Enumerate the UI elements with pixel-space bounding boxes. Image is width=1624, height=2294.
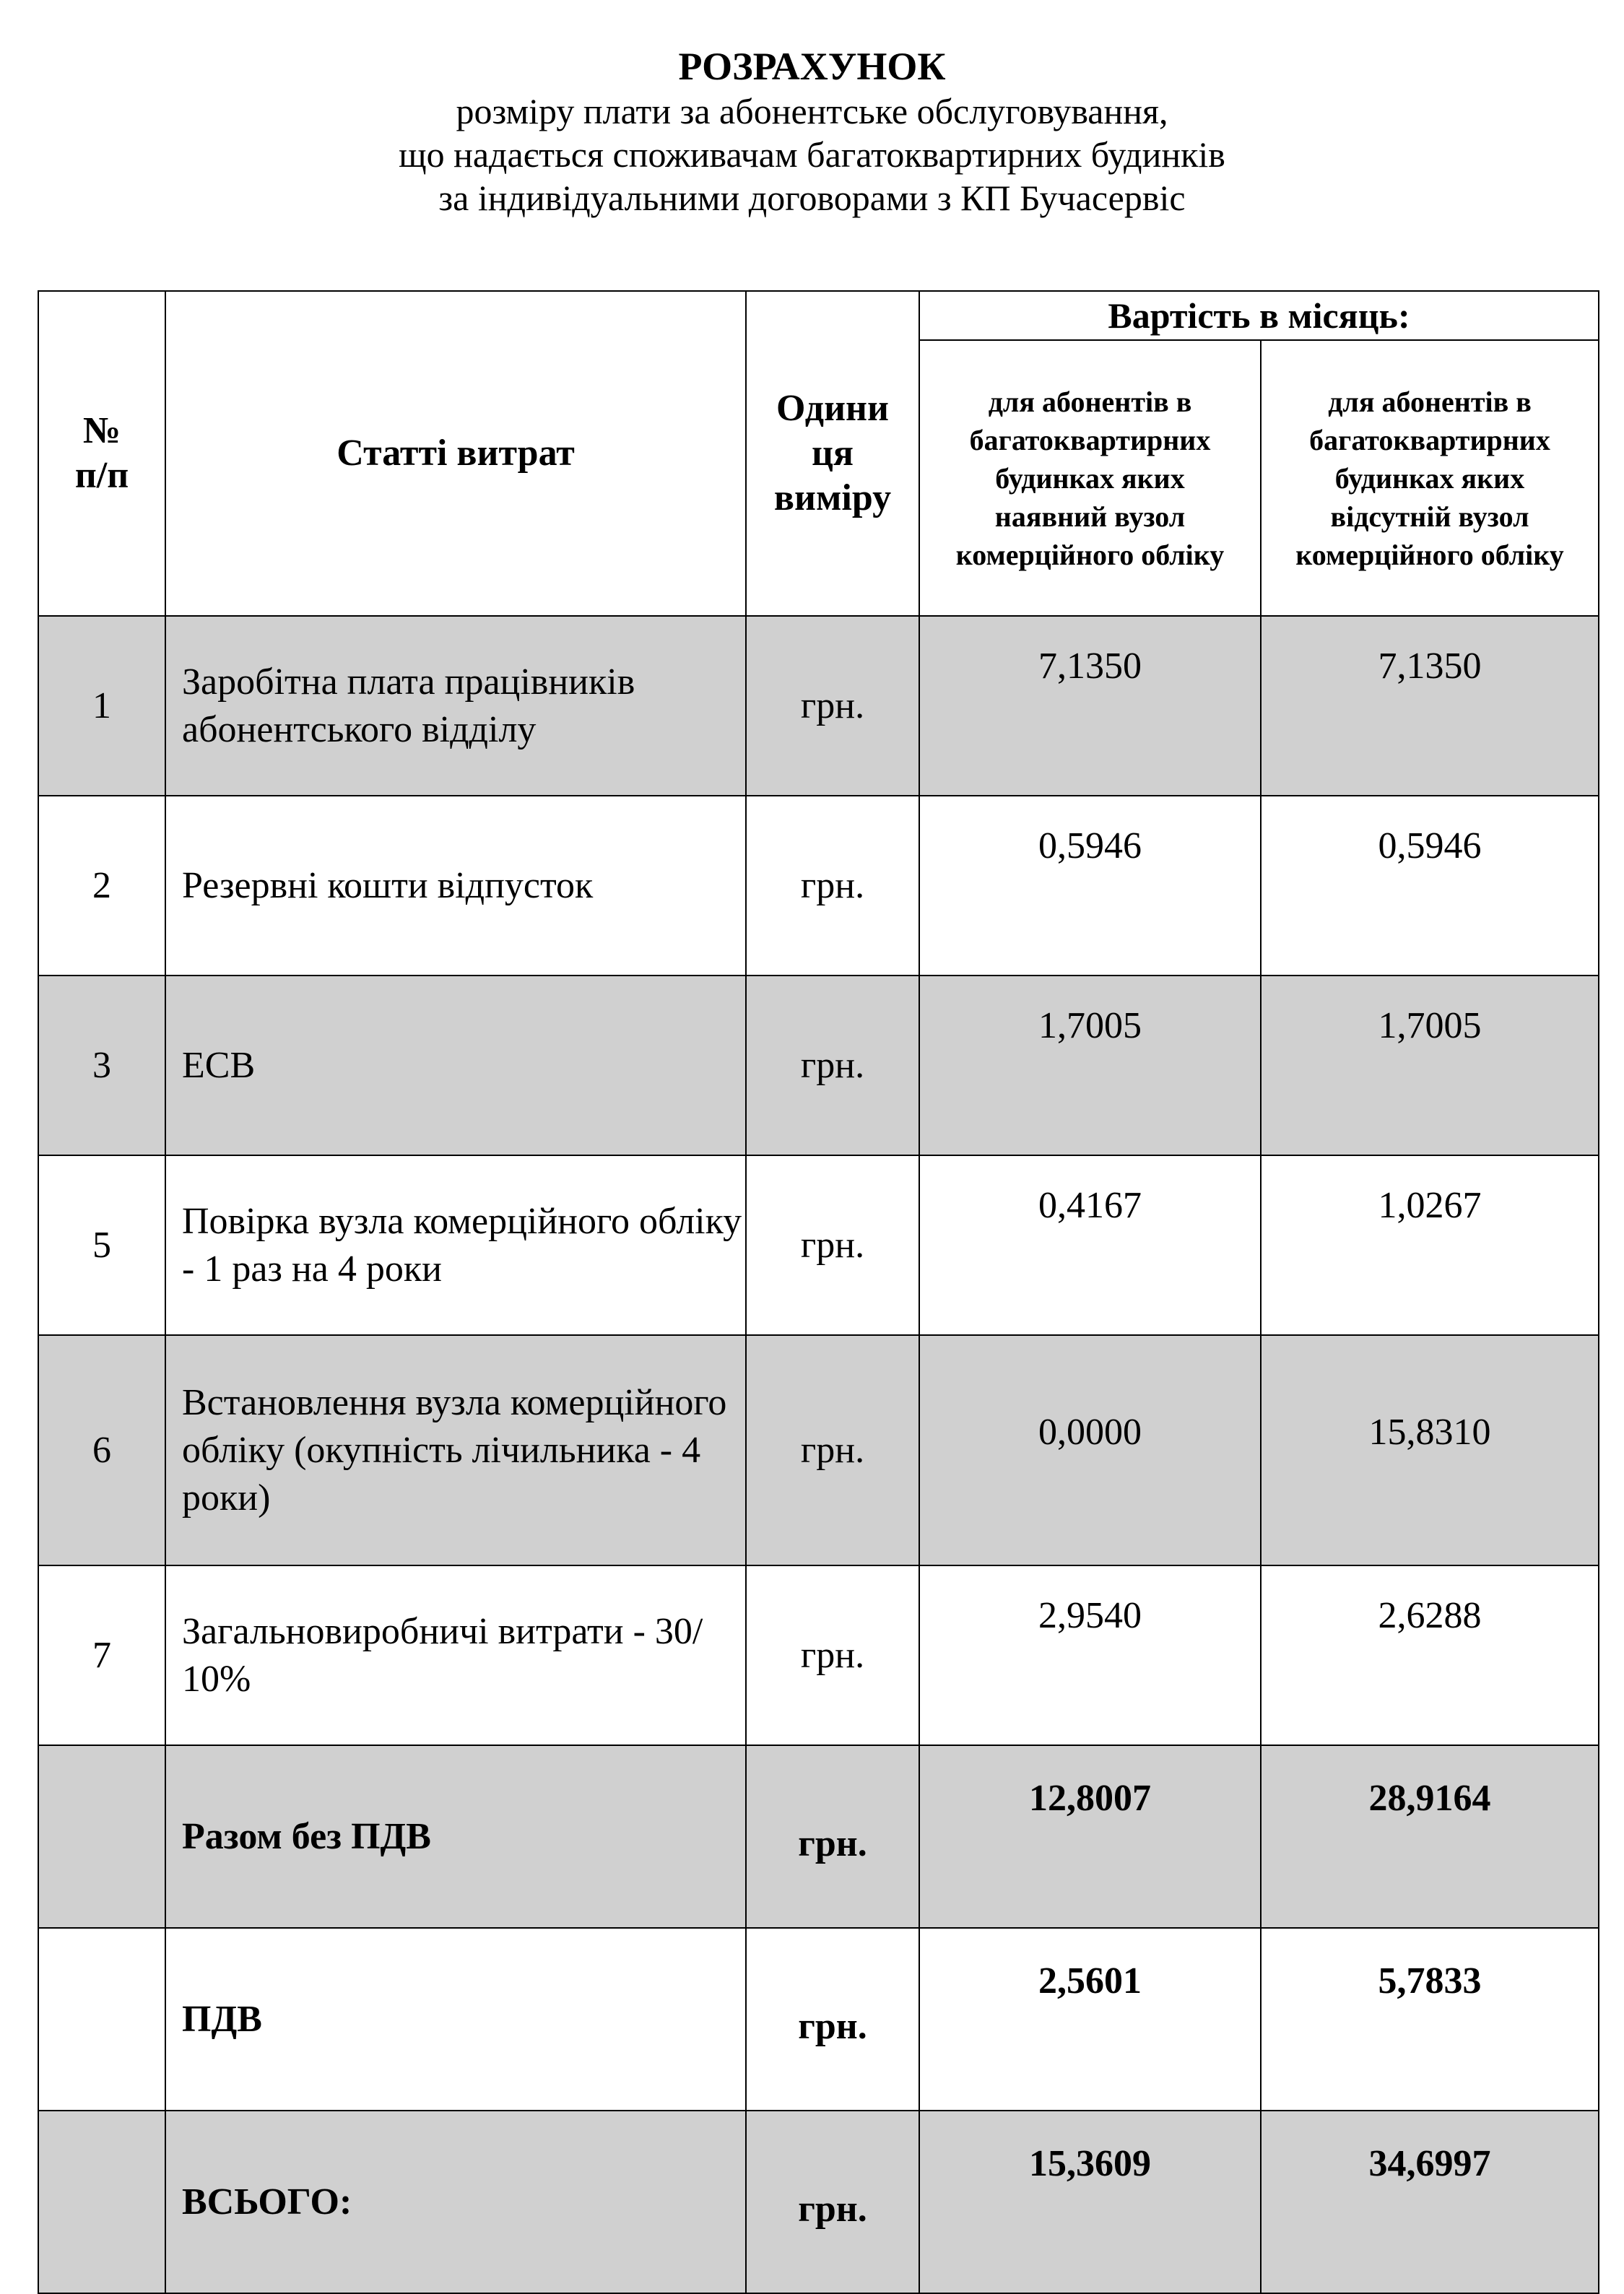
row-with-meter: 0,5946 xyxy=(919,796,1261,976)
header-unit xyxy=(746,291,919,616)
header-number xyxy=(38,291,165,616)
row-item: Заробітна плата працівників абонентського відділу xyxy=(165,616,746,796)
header-number-line1: № xyxy=(82,410,121,451)
header-unit-line1: Одини xyxy=(776,388,889,429)
document-subtitle-line-2: що надається споживачам багатоквартирних будинків xyxy=(399,134,1225,175)
row-item: Повірка вузла комерційного обліку - 1 раз на 4 роки xyxy=(165,1155,746,1335)
table-row xyxy=(38,796,1599,976)
table-row xyxy=(38,1155,1599,1335)
row-unit: грн. xyxy=(746,1155,919,1335)
row-item: ВСЬОГО: xyxy=(165,2111,746,2293)
row-item: Резервні кошти відпусток xyxy=(165,796,746,976)
header-row xyxy=(38,291,1599,340)
row-with-meter: 2,9540 xyxy=(919,1565,1261,1745)
row-item: Разом без ПДВ xyxy=(165,1745,746,1928)
table-row xyxy=(38,1565,1599,1745)
row-number: 1 xyxy=(38,616,165,796)
table-row xyxy=(38,976,1599,1155)
row-number xyxy=(38,1928,165,2111)
table-row xyxy=(38,1335,1599,1565)
row-unit: грн. xyxy=(746,796,919,976)
row-item: Встановлення вузла комерційного обліку (окупність лічильника - 4 роки) xyxy=(165,1335,746,1565)
total-row-vat xyxy=(38,1928,1599,2111)
row-with-meter: 0,0000 xyxy=(919,1335,1261,1565)
header-number-line2: п/п xyxy=(74,455,129,496)
row-with-meter: 15,3609 xyxy=(919,2111,1261,2293)
row-without-meter: 5,7833 xyxy=(1261,1928,1599,2111)
row-number: 6 xyxy=(38,1335,165,1565)
row-without-meter: 2,6288 xyxy=(1261,1565,1599,1745)
row-with-meter: 2,5601 xyxy=(919,1928,1261,2111)
row-without-meter: 1,0267 xyxy=(1261,1155,1599,1335)
header-monthly-cost-group: Вартість в місяць: xyxy=(919,291,1599,340)
header-without-meter: для абонентів в багатоквартирних будинках яких відсутній вузол комерційного обліку xyxy=(1261,340,1599,616)
row-with-meter: 1,7005 xyxy=(919,976,1261,1155)
row-unit: грн. xyxy=(746,2111,919,2293)
row-with-meter: 12,8007 xyxy=(919,1745,1261,1928)
document-subtitle-line-3: за індивідуальними договорами з КП Бучасервіс xyxy=(438,178,1186,218)
total-row-grand xyxy=(38,2111,1599,2293)
header-item: Статті витрат xyxy=(165,291,746,616)
row-without-meter: 0,5946 xyxy=(1261,796,1599,976)
document-header xyxy=(0,43,1624,220)
row-without-meter: 15,8310 xyxy=(1261,1335,1599,1565)
row-unit: грн. xyxy=(746,1928,919,2111)
row-unit: грн. xyxy=(746,1565,919,1745)
row-number xyxy=(38,2111,165,2293)
row-number: 3 xyxy=(38,976,165,1155)
table-row xyxy=(38,616,1599,796)
row-with-meter: 0,4167 xyxy=(919,1155,1261,1335)
row-without-meter: 7,1350 xyxy=(1261,616,1599,796)
row-unit: грн. xyxy=(746,1745,919,1928)
row-item: ЕСВ xyxy=(165,976,746,1155)
row-unit: грн. xyxy=(746,1335,919,1565)
cost-calculation-table xyxy=(38,290,1599,2294)
row-unit: грн. xyxy=(746,976,919,1155)
row-number: 2 xyxy=(38,796,165,976)
header-with-meter: для абонентів в багатоквартирних будинках яких наявний вузол комерційного обліку xyxy=(919,340,1261,616)
total-row-excl-vat xyxy=(38,1745,1599,1928)
header-unit-line3: виміру xyxy=(773,477,892,518)
document-title: РОЗРАХУНОК xyxy=(678,45,946,88)
row-number: 7 xyxy=(38,1565,165,1745)
row-without-meter: 28,9164 xyxy=(1261,1745,1599,1928)
row-item: Загальновиробничі витрати - 30/ 10% xyxy=(165,1565,746,1745)
row-with-meter: 7,1350 xyxy=(919,616,1261,796)
document-subtitle-line-1: розміру плати за абонентське обслуговування, xyxy=(456,91,1168,131)
row-without-meter: 1,7005 xyxy=(1261,976,1599,1155)
row-without-meter: 34,6997 xyxy=(1261,2111,1599,2293)
row-number xyxy=(38,1745,165,1928)
row-unit: грн. xyxy=(746,616,919,796)
header-unit-line2: ця xyxy=(811,433,854,474)
row-number: 5 xyxy=(38,1155,165,1335)
row-item: ПДВ xyxy=(165,1928,746,2111)
